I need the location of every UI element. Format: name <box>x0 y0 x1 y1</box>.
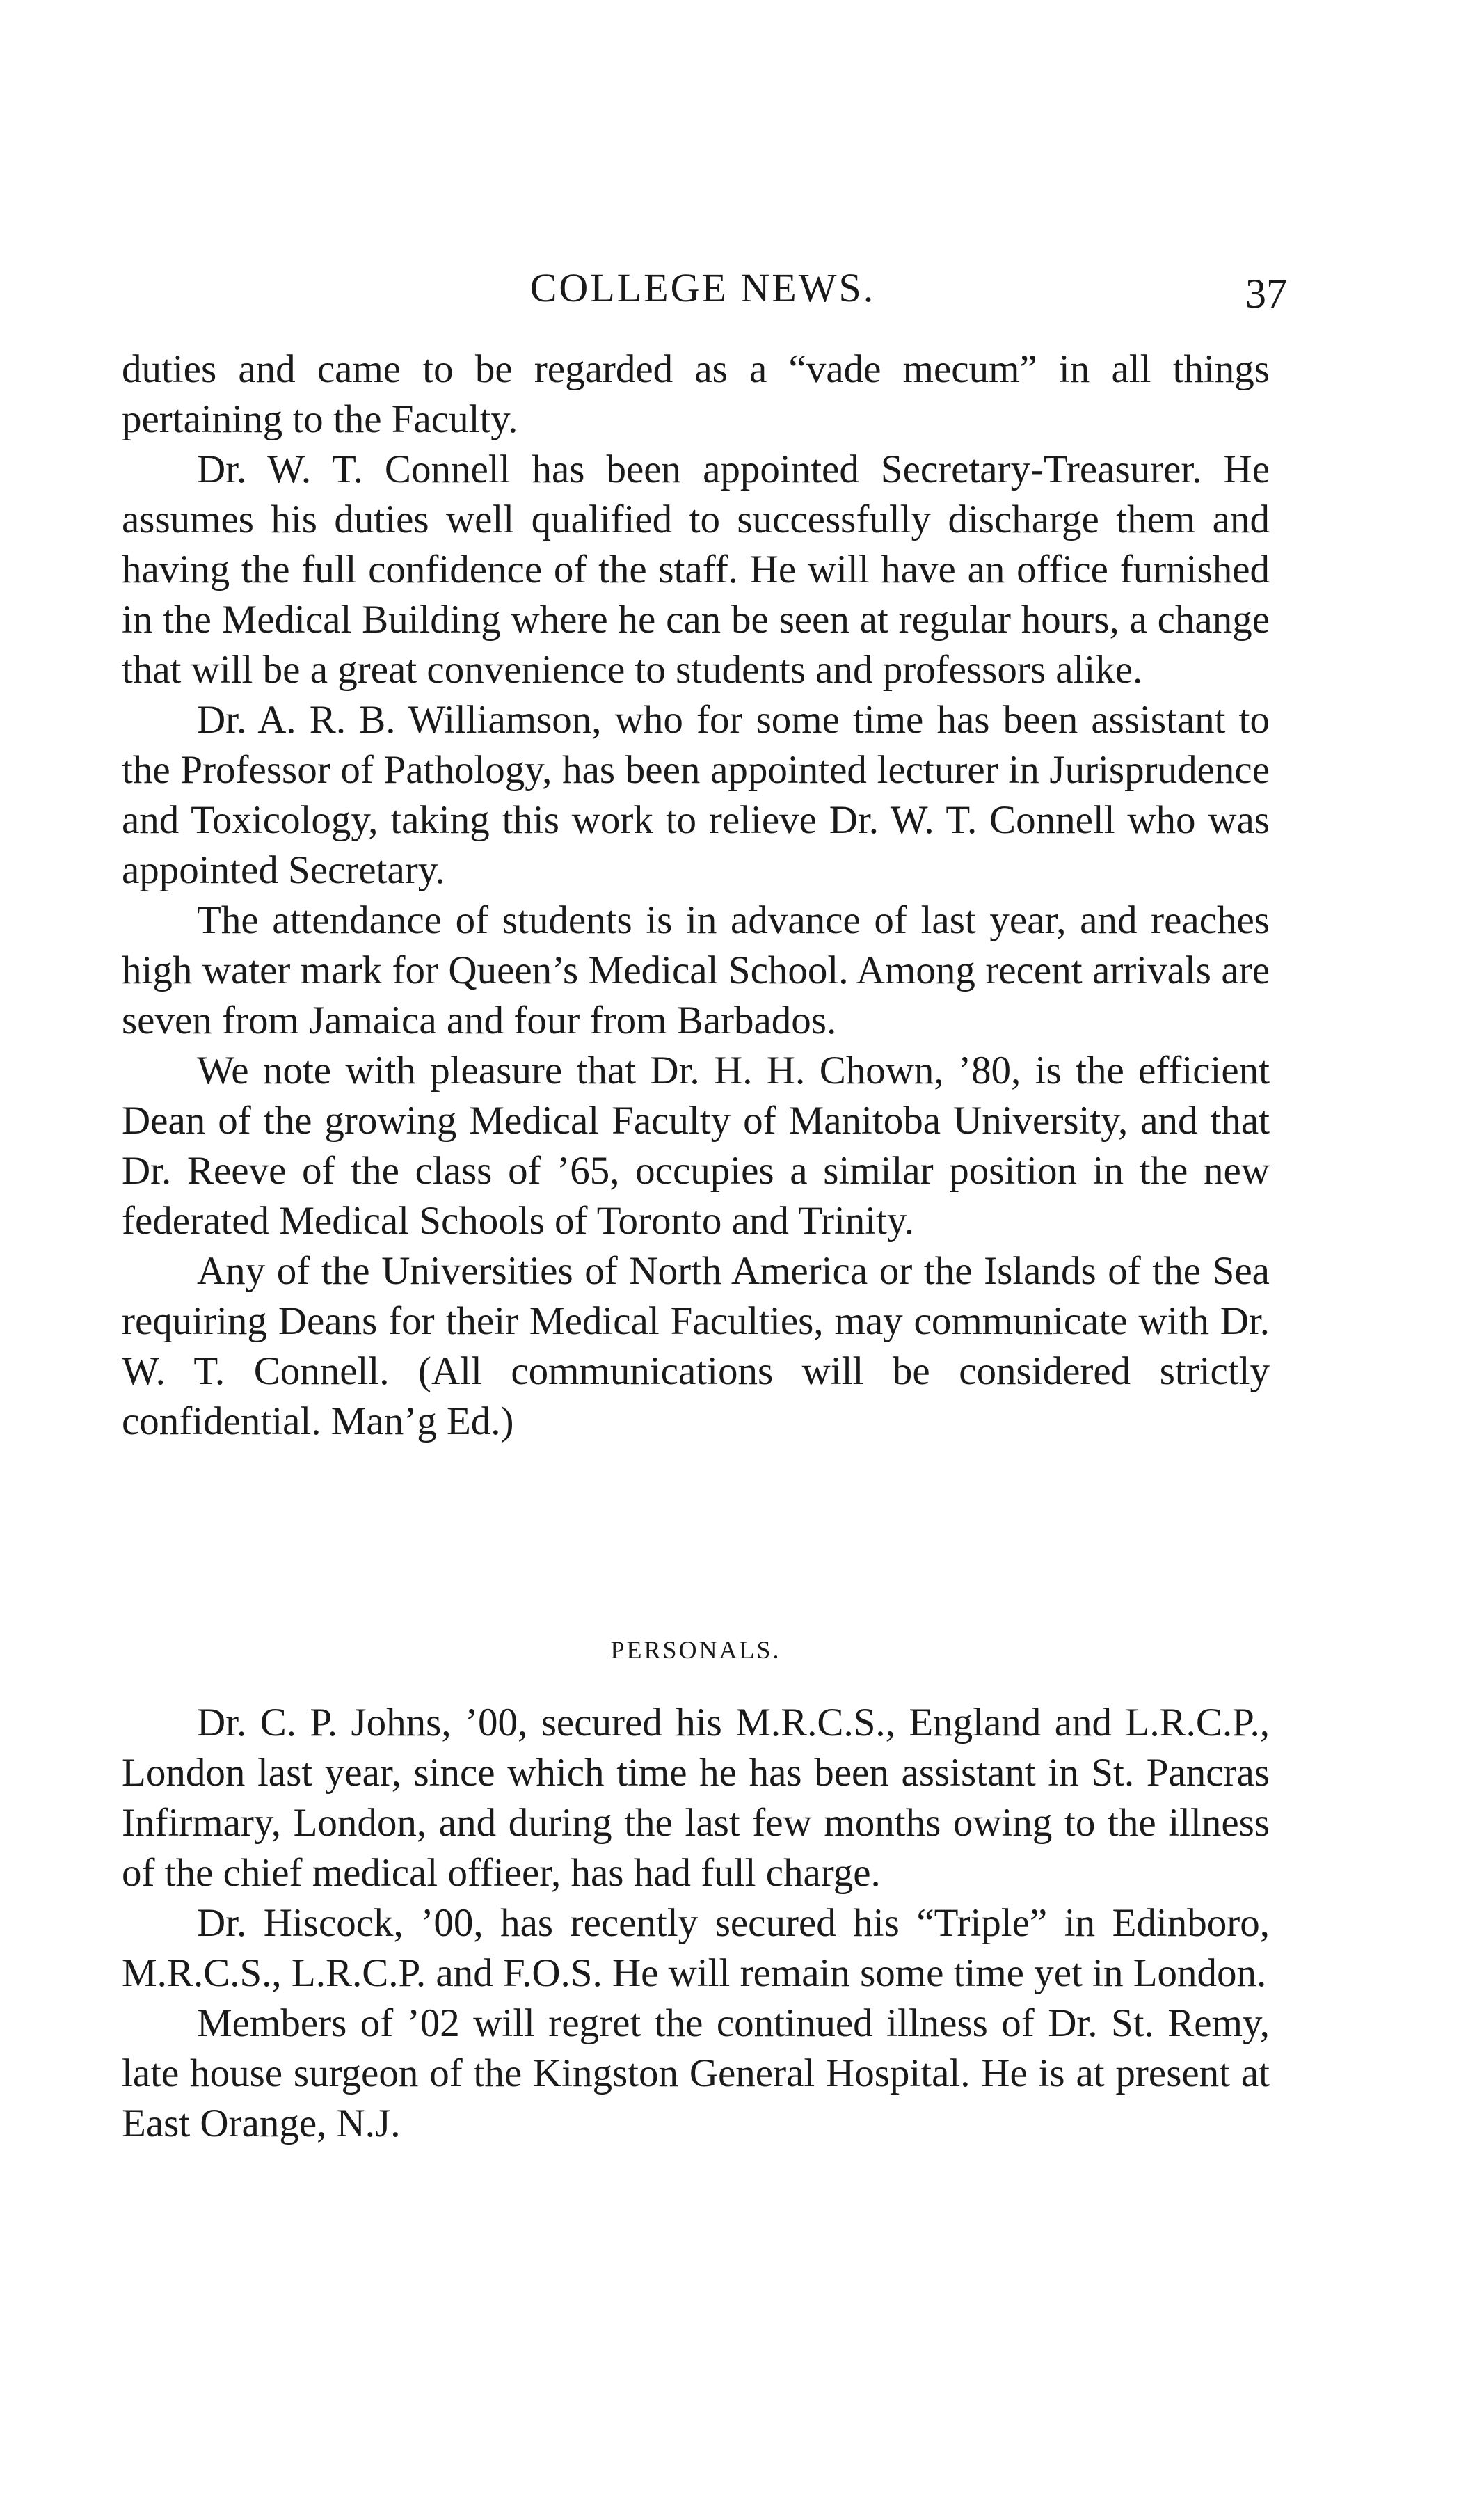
college-news-body <box>122 344 1270 1447</box>
paragraph-connell-appointment: Dr. W. T. Connell has been appointed Secretary-Treasurer. He assumes his duties well qualified to successfully discharge them and having the full confidence of the staff. He will have an office furnished in the Medical Building where he can be seen at regular hours, a change that will be a great convenience to students and professors alike. <box>122 447 1270 692</box>
paragraph-attendance: The attendance of students is in advance of last year, and reaches high water mark for Queen’s Medical School. Among recent arrivals are seven from Jamaica and four from Barbados. <box>122 898 1270 1042</box>
paragraph-chown-reeve: We note with pleasure that Dr. H. H. Chown, ’80, is the efficient Dean of the growing Medical Faculty of Manitoba University, and that Dr. Reeve of the class of ’65, occupies a similar position in the new federated Medical Schools of Toronto and Trinity. <box>122 1049 1270 1243</box>
paragraph-williamson-appointment: Dr. A. R. B. Williamson, who for some time has been assistant to the Professor of Pathology, has been appointed lecturer in Jurisprudence and Toxicology, taking this work to relieve Dr. W. T. Connell who was appointed Secretary. <box>122 698 1270 892</box>
paragraph-deans-notice: Any of the Universities of North America or the Islands of the Sea requiring Deans for their Medical Faculties, may communicate with Dr. W. T. Connell. (All communications will be considered strictly confidential. Man’g Ed.) <box>122 1249 1270 1443</box>
paragraph-continued: duties and came to be regarded as a “vade mecum” in all things pertaining to the Faculty. <box>122 347 1270 441</box>
personals-body <box>122 1698 1270 2149</box>
section-heading-personals: PERSONALS. <box>610 1636 781 1664</box>
paragraph-johns: Dr. C. P. Johns, ’00, secured his M.R.C.S., England and L.R.C.P., London last year, since which time he has been assistant in St. Pancras Infirmary, London, and during the last few months owing to the illness of the chief medical offieer, has had full charge. <box>122 1701 1270 1895</box>
paragraph-hiscock: Dr. Hiscock, ’00, has recently secured his “Triple” in Edinboro, M.R.C.S., L.R.C.P. and F.O.S. He will remain some time yet in London. <box>122 1901 1270 1995</box>
running-head <box>118 264 1287 327</box>
running-title: COLLEGE NEWS. <box>529 265 876 310</box>
paragraph-st-remy: Members of ’02 will regret the continued illness of Dr. St. Remy, late house surgeon of the Kingston General Hospital. He is at present at East Orange, N.J. <box>122 2001 1270 2145</box>
page-number: 37 <box>1245 271 1287 317</box>
